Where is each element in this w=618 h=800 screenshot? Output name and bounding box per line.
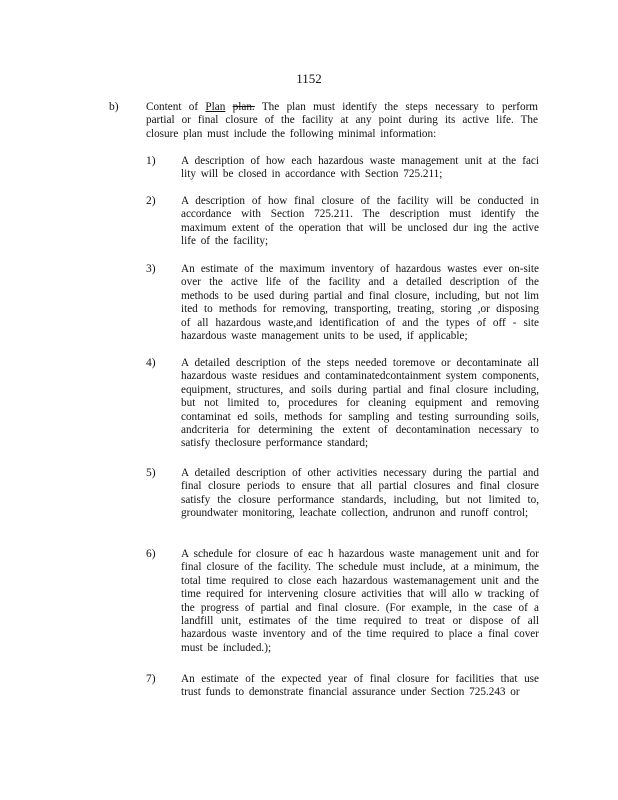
section-intro — [146, 101, 538, 141]
item-3-number: 3) — [146, 263, 156, 275]
item-4-text: A detailed description of the steps needed toremove or decontaminate all hazardous waste residues and contaminatedcontainment system components, equipment, structures, and soils during partial and final closure including, but not limited to, procedures for cleaning equipment and removing contaminat ed soils, methods for sampling and testing surrounding soils, andcriteria for determining the extent of decontamination necessary to satisfy theclosure performance standard; — [181, 357, 539, 450]
item-1-number: 1) — [146, 155, 156, 167]
item-5-text: A detailed description of other activities necessary during the partial and final closure periods to ensure that all partial closures and final closure satisfy the closure performance standards, including, but not limited to, groundwater monitoring, leachate collection, andrunon and runoff control; — [181, 467, 539, 520]
intro-struck-text: plan. — [232, 101, 255, 113]
item-1-text: A description of how each hazardous waste management unit at the faci lity will be closed in accordance with Section 725.211; — [181, 155, 539, 181]
intro-prefix: Content of — [146, 101, 206, 113]
item-2-text: A description of how final closure of the facility will be conducted in accordance with Section 725.211. The description must identify the maximum extent of the operation that will be unclosed dur ing the active life of the facility; — [181, 195, 539, 248]
item-2-number: 2) — [146, 195, 156, 207]
item-5-number: 5) — [146, 467, 156, 479]
intro-underlined-text: Plan — [205, 101, 226, 113]
item-7-number: 7) — [146, 673, 156, 685]
item-6-number: 6) — [146, 548, 156, 560]
item-7-text: An estimate of the expected year of final closure for facilities that use trust funds to demonstrate financial assurance under Section 725.243 or — [181, 673, 539, 699]
section-label: b) — [109, 101, 119, 113]
page-number: 1152 — [296, 71, 322, 86]
item-4-number: 4) — [146, 357, 156, 369]
item-3-text: An estimate of the maximum inventory of hazardous wastes ever on-site over the active life of the facility and a detailed description of the methods to be used during partial and final closure, including, but not lim ited to methods for removing, transporting, treating, storing ,or disposing of all hazardous waste,and identification of and the types of off - site hazardous waste management units to be used, if applicable; — [181, 263, 539, 343]
intro-body: The plan must identify the steps necessary to perform partial or final closure of the facility at any point during its active life. The closure plan must include the following minimal information: — [146, 101, 539, 140]
item-6-text: A schedule for closure of eac h hazardous waste management unit and for final closure of the facility. The schedule must include, at a minimum, the total time required to close each hazardous wastemanagement unit and the time required for intervening closure activities that will allo w tracking of the progress of partial and final closure. (For example, in the case of a landfill unit, estimates of the time required to treat or dispose of all hazardous waste inventory and of the time required to place a final cover must be included.); — [181, 548, 539, 654]
